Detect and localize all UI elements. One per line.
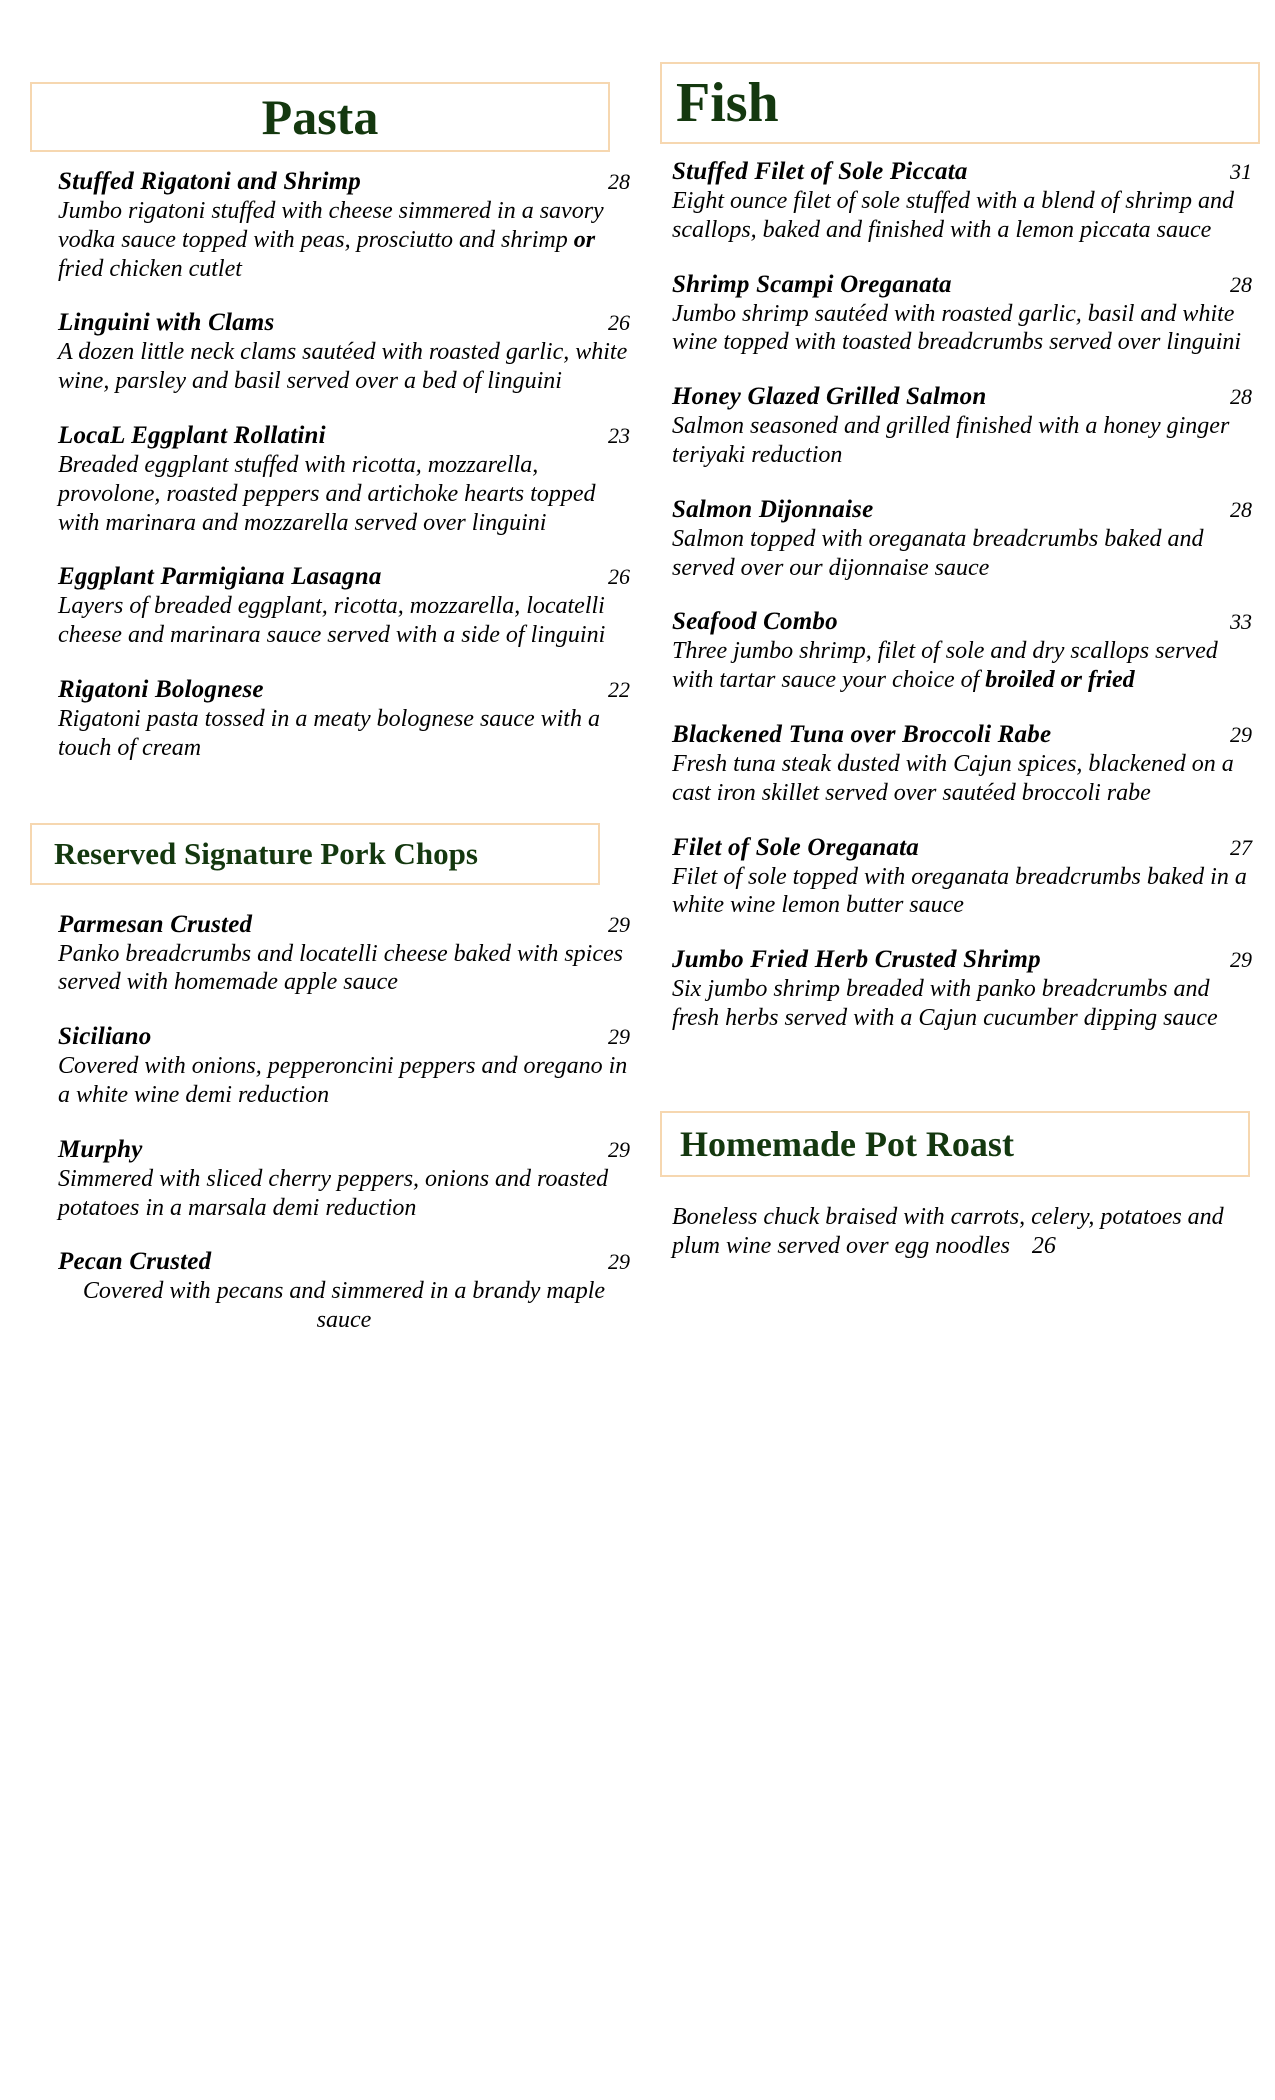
menu-item (58, 563, 630, 650)
menu-item-name: Eggplant Parmigiana Lasagna (58, 563, 382, 591)
menu-item-name: Rigatoni Bolognese (58, 675, 264, 703)
menu-item-name: Shrimp Scampi Oreganata (672, 270, 952, 298)
menu-item-name: Murphy (58, 1135, 143, 1163)
menu-item-description (58, 197, 630, 283)
menu-item-name: Siciliano (58, 1023, 152, 1051)
description-emphasis: broiled or fried (985, 667, 1135, 694)
menu-item-description: Salmon topped with oreganata breadcrumbs baked and served over our dijonnaise sauce (672, 525, 1204, 581)
menu-item-price: 28 (1230, 496, 1252, 522)
menu-item (672, 158, 1252, 245)
menu-item (672, 271, 1252, 358)
menu-item-description: Jumbo shrimp sautéed with roasted garlic, basil and white wine topped with toasted breadcrumbs served over linguini (672, 300, 1242, 356)
menu-item (672, 608, 1252, 695)
menu-item (58, 1248, 630, 1335)
menu-item-header (672, 721, 1252, 749)
menu-item-description: Filet of sole topped with oreganata breadcrumbs baked in a white wine lemon butter sauce (672, 863, 1247, 919)
menu-item-header (58, 1248, 630, 1276)
menu-item (58, 168, 630, 283)
menu-item-name: Honey Glazed Grilled Salmon (672, 383, 987, 411)
description-emphasis: or (573, 226, 596, 253)
menu-item-price: 33 (1230, 609, 1252, 635)
pasta-item-list (30, 152, 650, 763)
menu-item-price: 29 (608, 1024, 630, 1050)
menu-item (58, 911, 630, 998)
menu-item (672, 946, 1252, 1033)
section-header-pork-chops (30, 823, 600, 885)
menu-item-description: A dozen little neck clams sautéed with roasted garlic, white wine, parsley and basil served over a bed of linguini (58, 339, 628, 395)
menu-item-header (58, 563, 630, 591)
section-title-pasta: Pasta (261, 89, 379, 145)
menu-item-price: 28 (608, 169, 630, 194)
menu-item-header (672, 158, 1252, 186)
menu-item-header (672, 271, 1252, 299)
menu-item-price: 26 (608, 564, 630, 590)
section-header-fish (660, 62, 1260, 144)
section-title-pork-chops: Reserved Signature Pork Chops (54, 836, 478, 872)
menu-item-description: Covered with onions, pepperoncini peppers and oregano in a white wine demi reduction (58, 1053, 628, 1108)
menu-item-price: 29 (608, 1136, 630, 1162)
menu-item-price: 29 (1230, 947, 1252, 973)
pot-roast-description-text: Boneless chuck braised with carrots, celery, potatoes and plum wine served over egg noodles (672, 1203, 1224, 1260)
menu-item-price: 28 (1230, 271, 1252, 297)
menu-item-header (672, 946, 1252, 974)
menu-item (58, 676, 630, 763)
menu-item-name: LocaL Eggplant Rollatini (58, 421, 326, 449)
menu-item-name: Pecan Crusted (58, 1248, 212, 1276)
menu-item-name: Jumbo Fried Herb Crusted Shrimp (672, 946, 1041, 974)
menu-item-name: Seafood Combo (672, 608, 838, 636)
menu-item-header (672, 834, 1252, 862)
spacer (30, 789, 650, 823)
menu-item-header (58, 676, 630, 704)
section-title-fish: Fish (676, 72, 779, 134)
menu-item-description: Breaded eggplant stuffed with ricotta, mozzarella, provolone, roasted peppers and artichoke hearts topped with marinara and mozzarella served over linguini (58, 451, 596, 536)
menu-item (672, 496, 1252, 583)
menu-item-header (58, 422, 630, 450)
menu-item-name: Parmesan Crusted (58, 910, 253, 938)
description-part: fried chicken cutlet (58, 255, 242, 282)
menu-item-price: 27 (1230, 834, 1252, 860)
menu-item-header (672, 383, 1252, 411)
menu-item (58, 309, 630, 396)
right-column (660, 0, 1260, 1261)
menu-item-description: Salmon seasoned and grilled finished with a honey ginger teriyaki reduction (672, 413, 1230, 468)
menu-item-description: Layers of breaded eggplant, ricotta, mozzarella, locatelli cheese and marinara sauce served with a side of linguini (58, 593, 606, 649)
menu-item-price: 29 (1230, 721, 1252, 747)
menu-item (58, 1136, 630, 1223)
pot-roast-description (660, 1177, 1260, 1262)
menu-item-description: Panko breadcrumbs and locatelli cheese baked with spices served with homemade apple sauce (58, 940, 623, 996)
spacer (660, 1059, 1260, 1111)
menu-item-header (58, 1023, 630, 1051)
menu-item (672, 383, 1252, 470)
menu-item (672, 721, 1252, 808)
menu-item (58, 1023, 630, 1110)
menu-item-price: 23 (608, 422, 630, 448)
section-header-pasta (30, 82, 610, 152)
menu-item (672, 834, 1252, 921)
menu-item-header (672, 608, 1252, 636)
menu-item-header (58, 309, 630, 337)
menu-item-name: Linguini with Clams (58, 309, 275, 337)
section-title-pot-roast: Homemade Pot Roast (680, 1123, 1014, 1164)
menu-item-name: Filet of Sole Oreganata (672, 833, 919, 861)
pork-chops-item-list (30, 885, 650, 1335)
menu-item-header (58, 911, 630, 939)
menu-item-price: 29 (608, 911, 630, 937)
menu-item-description: Eight ounce filet of sole stuffed with a blend of shrimp and scallops, baked and finished with a lemon piccata sauce (672, 188, 1234, 243)
menu-item-description: Fresh tuna steak dusted with Cajun spices, blackened on a cast iron skillet served over sautéed broccoli rabe (672, 750, 1234, 806)
menu-item-price: 28 (1230, 384, 1252, 410)
menu-item-description: Rigatoni pasta tossed in a meaty bolognese sauce with a touch of cream (58, 705, 600, 761)
menu-item-header (672, 496, 1252, 524)
left-column (30, 0, 650, 1361)
menu-item-name: Stuffed Rigatoni and Shrimp (58, 168, 361, 195)
menu-item-price: 26 (608, 310, 630, 336)
menu-item-price: 22 (608, 676, 630, 702)
menu-item-header (58, 168, 630, 196)
pot-roast-price: 26 (1031, 1233, 1056, 1260)
menu-item-description: Simmered with sliced cherry peppers, onions and roasted potatoes in a marsala demi reduction (58, 1165, 609, 1221)
menu-item-header (58, 1136, 630, 1164)
section-header-pot-roast (660, 1111, 1250, 1177)
menu-item-description: Covered with pecans and simmered in a brandy maple sauce (82, 1278, 606, 1334)
menu-item-description (672, 637, 1252, 695)
menu-item-price: 29 (608, 1249, 630, 1275)
menu-item-name: Salmon Dijonnaise (672, 495, 874, 523)
menu-item-name: Stuffed Filet of Sole Piccata (672, 158, 968, 185)
fish-item-list (660, 144, 1260, 1033)
description-part: Three jumbo shrimp, filet of sole and dry scallops served with tartar sauce your choice of (672, 638, 1218, 694)
menu-item-price: 31 (1230, 159, 1252, 184)
menu-item (58, 422, 630, 537)
menu-item-name: Blackened Tuna over Broccoli Rabe (672, 720, 1052, 748)
menu-item-description: Six jumbo shrimp breaded with panko breadcrumbs and fresh herbs served with a Cajun cucumber dipping sauce (672, 976, 1218, 1031)
description-part: Jumbo rigatoni stuffed with cheese simmered in a savory vodka sauce topped with peas, prosciutto and shrimp (58, 198, 604, 253)
